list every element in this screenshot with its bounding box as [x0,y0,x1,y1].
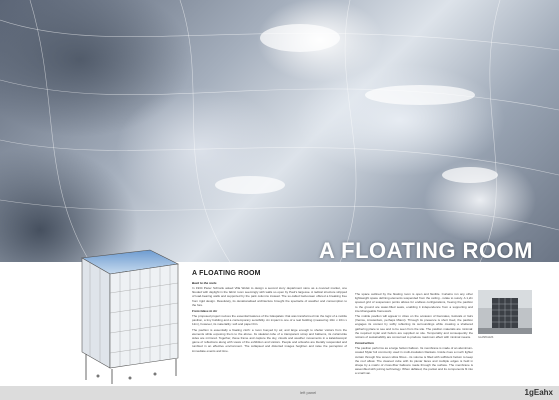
article-title: A FLOATING ROOM [192,270,261,277]
second-column [355,292,473,382]
section-text: In 1934 Pieter Schrank asked Villa Wolsk to design a second story department store as a covered market, one flooded with daylight in the fabric room seemingly with walls so open by Paul's largesse. A radical structure stripped of load-bearing walls and supported by the park columns instead. The so-called Gebouwen offered a breaking free from rigid design. Resolutely, its denationalised architecture brought the spectacle of weather and consumption to the fore. [192,286,347,307]
construction-heading: Construction [355,341,374,346]
footer-bar [0,386,559,400]
glaspaleis-photo [478,290,532,334]
construction-text: The pavilion performs as a large helium balloon. Its membrane is made of an aluminium-coated Mylar foil commonly used in multi-insulation blankets. Inside rises a much lighter curtain through fine woven silica fibres - its volume is filled with sufficient helium to keep the roof afloat. The cleaned cube with its plenar faces and multiple edges is held in shape by a matrix of cross-fiber balloons made through the surface. The membrane is assembled with joining technology. When deflated, the pocket and its components fit into a small van. [355,346,473,376]
footer-panel-label: left panel [300,390,317,395]
article-column [192,270,347,382]
section-text: The proposed project revives the essential features of the Glaspaleis: that was transformed into the logic of a mobile pavilion, a tiny building and a contemporary sensibility. An impact is one of a real building (measuring 10m x 10m x 12m), however, its materiality: soft and paper thin. [192,314,347,327]
hero-title: A FLOATING ROOM [318,238,533,262]
section-heading: From Glass to Air [192,309,218,314]
column-paragraph: The mobile pavilion will appear in cities on the occasion of biennales, festivals or fairs (Venice, Amsterdam, perhaps Miami). Through its presence is short lived, the pavilion engages its context by softly reflecting its surroundings while creating a sheltered gathering place to see and to be seen from the site. The pavilion materials are minimal: the required mylar and helium are supplied on site. Temporality and consequently the notions of sustainability are concerned to produce maximum effect with minimal means. [355,314,473,340]
section-heading: Back to the roots [192,281,217,285]
cube-illustration [60,248,190,386]
photo-caption: GLASPALEIS [478,336,494,339]
footer-code: 1gEahx [524,388,553,397]
section-text: The pavilion is essentially a floating cloth: a room buoyed by air, and large enough to shelter visitors from the elements while exposing them to the above. Its skeletal cube of a transparent scrap and balloons, its curtain-like sides are mirrored. Together, these frame and capture the sky, clouds and weather movements in a kaleidoscopic game of reflections along with views of the exhibition and visitors. People and artworks are literally suspended and tumbled in an effective environment. The collapsed and distorted images heighten and raise the perception of immediate events and time. [192,327,347,353]
column-paragraph: The space outlined by the floating room is open and flexible. Curtains run any other lightweight space defining elements suspended from the ceiling - relate to surely. A 1,2m spaced grid of suspension points allows for endless configurations, freeing the pavilion to the ground are water-filled seats, enabling it independence from a supporting and interchangeable framework. [355,292,473,313]
